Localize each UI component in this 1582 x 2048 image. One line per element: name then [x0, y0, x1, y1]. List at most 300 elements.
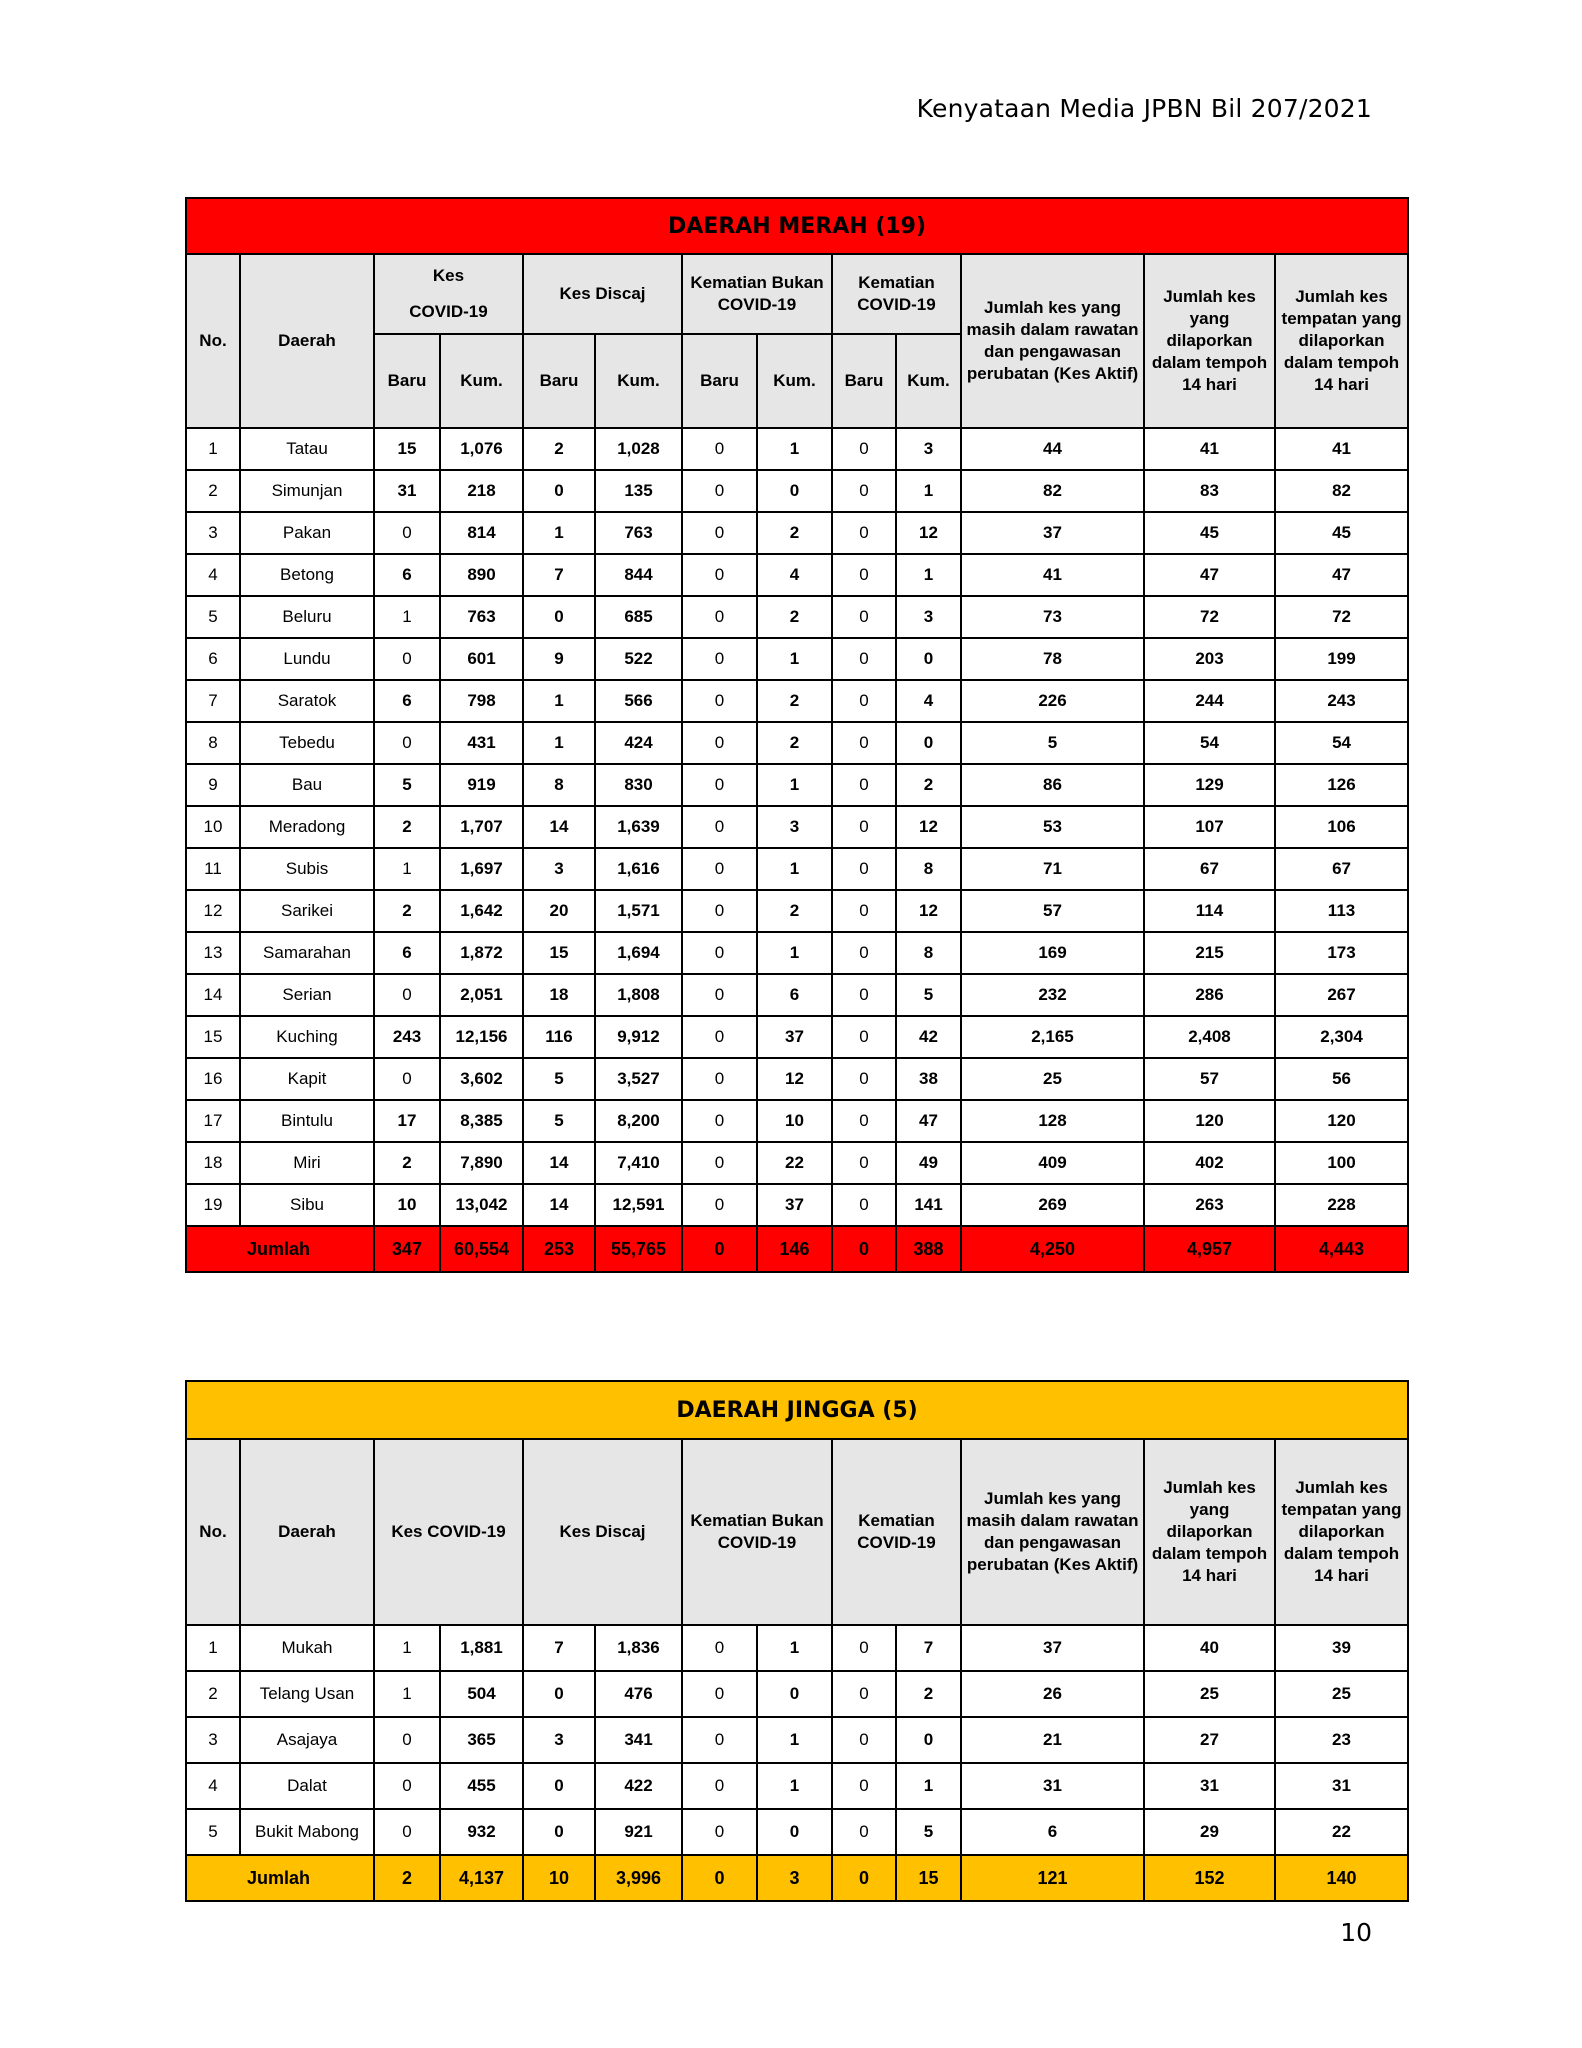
kes-aktif-cell: 6: [961, 1809, 1144, 1855]
row-daerah-cell: Samarahan: [240, 932, 374, 974]
col-kes-covid-bottom: COVID-19: [409, 302, 488, 321]
table-row: [186, 1100, 1408, 1142]
row-no-cell: 17: [186, 1100, 240, 1142]
total-row: [186, 1855, 1408, 1901]
table-row: [186, 848, 1408, 890]
kematian-bukan-kum-cell: 37: [757, 1184, 832, 1226]
kematian-bukan-baru-cell: 0: [682, 1142, 757, 1184]
kematian-covid-baru-cell: 0: [832, 1809, 896, 1855]
row-no-cell: 1: [186, 1625, 240, 1671]
kematian-bukan-kum-cell: 1: [757, 848, 832, 890]
tempatan-14-hari-cell: 113: [1275, 890, 1408, 932]
col-kes-aktif: Jumlah kes yang masih dalam rawatan dan pengawasan perubatan (Kes Aktif): [961, 1439, 1144, 1625]
kematian-covid-kum-cell: 141: [896, 1184, 961, 1226]
table-row: [186, 1625, 1408, 1671]
kematian-bukan-kum-cell: 1: [757, 1717, 832, 1763]
kes-discaj-kum-total: 3,996: [595, 1855, 682, 1901]
row-no-cell: 6: [186, 638, 240, 680]
kes-aktif-cell: 71: [961, 848, 1144, 890]
kes-covid-baru-cell: 0: [374, 722, 440, 764]
kematian-bukan-kum-cell: 2: [757, 512, 832, 554]
kematian-covid-kum-cell: 3: [896, 596, 961, 638]
kematian-bukan-baru-cell: 0: [682, 512, 757, 554]
kes-aktif-cell: 25: [961, 1058, 1144, 1100]
col-kum: Kum.: [896, 334, 961, 428]
kes-covid-baru-cell: 17: [374, 1100, 440, 1142]
kes-aktif-cell: 169: [961, 932, 1144, 974]
lapor-14-hari-cell: 402: [1144, 1142, 1275, 1184]
tempatan-14-hari-cell: 23: [1275, 1717, 1408, 1763]
kes-discaj-baru-cell: 0: [523, 470, 595, 512]
lapor-14-hari-cell: 47: [1144, 554, 1275, 596]
kematian-covid-kum-cell: 1: [896, 470, 961, 512]
lapor-14-hari-cell: 45: [1144, 512, 1275, 554]
kes-discaj-baru-cell: 7: [523, 554, 595, 596]
table-row: [186, 1016, 1408, 1058]
kematian-covid-baru-cell: 0: [832, 974, 896, 1016]
table-row: [186, 722, 1408, 764]
kematian-covid-baru-total: 0: [832, 1226, 896, 1272]
col-kum: Kum.: [595, 334, 682, 428]
kes-covid-baru-cell: 6: [374, 554, 440, 596]
table-row: [186, 806, 1408, 848]
kes-covid-baru-total: 2: [374, 1855, 440, 1901]
kes-covid-kum-cell: 1,881: [440, 1625, 523, 1671]
kes-covid-baru-cell: 15: [374, 428, 440, 470]
kematian-bukan-kum-cell: 37: [757, 1016, 832, 1058]
col-lapor-14-hari: Jumlah kes yang dilaporkan dalam tempoh 14 hari: [1144, 1439, 1275, 1625]
kes-discaj-kum-cell: 1,571: [595, 890, 682, 932]
kes-discaj-kum-cell: 1,616: [595, 848, 682, 890]
kes-discaj-kum-cell: 424: [595, 722, 682, 764]
col-kematian-bukan: Kematian Bukan COVID-19: [682, 1439, 832, 1625]
kes-covid-baru-cell: 1: [374, 1671, 440, 1717]
kematian-bukan-baru-cell: 0: [682, 554, 757, 596]
kes-aktif-cell: 21: [961, 1717, 1144, 1763]
kes-discaj-baru-total: 253: [523, 1226, 595, 1272]
kes-aktif-total: 4,250: [961, 1226, 1144, 1272]
tempatan-14-hari-cell: 41: [1275, 428, 1408, 470]
row-no-cell: 10: [186, 806, 240, 848]
row-daerah-cell: Sarikei: [240, 890, 374, 932]
table-row: [186, 1717, 1408, 1763]
kes-aktif-cell: 73: [961, 596, 1144, 638]
table-row: [186, 974, 1408, 1016]
kes-covid-baru-cell: 6: [374, 680, 440, 722]
kes-discaj-baru-cell: 18: [523, 974, 595, 1016]
tempatan-14-hari-cell: 126: [1275, 764, 1408, 806]
lapor-14-hari-cell: 203: [1144, 638, 1275, 680]
tempatan-14-hari-total: 140: [1275, 1855, 1408, 1901]
kematian-covid-kum-cell: 49: [896, 1142, 961, 1184]
lapor-14-hari-cell: 54: [1144, 722, 1275, 764]
kematian-covid-kum-cell: 42: [896, 1016, 961, 1058]
col-kes-discaj: Kes Discaj: [523, 1439, 682, 1625]
kes-covid-kum-cell: 1,707: [440, 806, 523, 848]
lapor-14-hari-total: 152: [1144, 1855, 1275, 1901]
row-no-cell: 2: [186, 470, 240, 512]
kes-aktif-total: 121: [961, 1855, 1144, 1901]
table-title: DAERAH JINGGA (5): [186, 1381, 1408, 1439]
kes-discaj-baru-cell: 3: [523, 1717, 595, 1763]
col-kes-covid: Kes COVID-19: [374, 1439, 523, 1625]
kematian-covid-baru-cell: 0: [832, 428, 896, 470]
row-no-cell: 2: [186, 1671, 240, 1717]
kematian-bukan-baru-total: 0: [682, 1226, 757, 1272]
row-daerah-cell: Subis: [240, 848, 374, 890]
kematian-bukan-baru-cell: 0: [682, 764, 757, 806]
row-daerah-cell: Betong: [240, 554, 374, 596]
row-no-cell: 15: [186, 1016, 240, 1058]
kematian-covid-baru-cell: 0: [832, 1625, 896, 1671]
kematian-bukan-baru-cell: 0: [682, 470, 757, 512]
row-no-cell: 5: [186, 596, 240, 638]
kes-covid-baru-cell: 1: [374, 596, 440, 638]
kes-covid-kum-cell: 601: [440, 638, 523, 680]
kes-covid-kum-cell: 7,890: [440, 1142, 523, 1184]
lapor-14-hari-cell: 27: [1144, 1717, 1275, 1763]
kematian-covid-baru-cell: 0: [832, 596, 896, 638]
kes-covid-baru-cell: 243: [374, 1016, 440, 1058]
kematian-covid-baru-cell: 0: [832, 1763, 896, 1809]
row-daerah-cell: Asajaya: [240, 1717, 374, 1763]
row-no-cell: 9: [186, 764, 240, 806]
lapor-14-hari-cell: 83: [1144, 470, 1275, 512]
tempatan-14-hari-cell: 47: [1275, 554, 1408, 596]
kes-discaj-baru-cell: 3: [523, 848, 595, 890]
table-row: [186, 1809, 1408, 1855]
kematian-covid-kum-cell: 8: [896, 932, 961, 974]
kes-aktif-cell: 26: [961, 1671, 1144, 1717]
kes-discaj-baru-cell: 0: [523, 596, 595, 638]
kematian-bukan-baru-cell: 0: [682, 1058, 757, 1100]
kes-discaj-baru-cell: 14: [523, 1184, 595, 1226]
kes-discaj-baru-cell: 0: [523, 1809, 595, 1855]
row-daerah-cell: Lundu: [240, 638, 374, 680]
kes-aktif-cell: 86: [961, 764, 1144, 806]
tempatan-14-hari-cell: 100: [1275, 1142, 1408, 1184]
kematian-bukan-kum-cell: 1: [757, 428, 832, 470]
kematian-covid-baru-cell: 0: [832, 470, 896, 512]
kes-aktif-cell: 226: [961, 680, 1144, 722]
tempatan-14-hari-cell: 39: [1275, 1625, 1408, 1671]
row-no-cell: 12: [186, 890, 240, 932]
kes-discaj-kum-cell: 7,410: [595, 1142, 682, 1184]
table-title: DAERAH MERAH (19): [186, 198, 1408, 254]
row-daerah-cell: Kapit: [240, 1058, 374, 1100]
kematian-bukan-kum-cell: 1: [757, 1625, 832, 1671]
row-no-cell: 4: [186, 1763, 240, 1809]
kes-discaj-kum-cell: 1,639: [595, 806, 682, 848]
kes-discaj-baru-cell: 9: [523, 638, 595, 680]
table-row: [186, 428, 1408, 470]
table-row: [186, 1184, 1408, 1226]
kes-covid-kum-cell: 932: [440, 1809, 523, 1855]
kematian-bukan-kum-cell: 2: [757, 680, 832, 722]
col-no: No.: [186, 1439, 240, 1625]
lapor-14-hari-cell: 67: [1144, 848, 1275, 890]
row-daerah-cell: Miri: [240, 1142, 374, 1184]
lapor-14-hari-cell: 107: [1144, 806, 1275, 848]
kematian-covid-kum-cell: 12: [896, 806, 961, 848]
kes-discaj-baru-cell: 116: [523, 1016, 595, 1058]
col-tempatan-14-hari: Jumlah kes tempatan yang dilaporkan dalam tempoh 14 hari: [1275, 1439, 1408, 1625]
page-header: Kenyataan Media JPBN Bil 207/2021: [916, 94, 1372, 123]
row-daerah-cell: Kuching: [240, 1016, 374, 1058]
kes-discaj-kum-cell: 341: [595, 1717, 682, 1763]
kematian-bukan-kum-cell: 6: [757, 974, 832, 1016]
lapor-14-hari-cell: 41: [1144, 428, 1275, 470]
kematian-covid-baru-cell: 0: [832, 512, 896, 554]
kes-aktif-cell: 5: [961, 722, 1144, 764]
kes-discaj-baru-cell: 1: [523, 722, 595, 764]
kematian-bukan-baru-total: 0: [682, 1855, 757, 1901]
kes-discaj-kum-cell: 921: [595, 1809, 682, 1855]
lapor-14-hari-cell: 31: [1144, 1763, 1275, 1809]
kes-aktif-cell: 128: [961, 1100, 1144, 1142]
kes-covid-kum-cell: 1,642: [440, 890, 523, 932]
table-row: [186, 1142, 1408, 1184]
kematian-covid-kum-cell: 0: [896, 1717, 961, 1763]
kes-covid-baru-cell: 2: [374, 1142, 440, 1184]
kes-covid-kum-cell: 1,872: [440, 932, 523, 974]
kes-covid-kum-cell: 3,602: [440, 1058, 523, 1100]
kes-covid-baru-cell: 0: [374, 512, 440, 554]
row-no-cell: 3: [186, 1717, 240, 1763]
kes-discaj-baru-cell: 5: [523, 1100, 595, 1142]
row-daerah-cell: Sibu: [240, 1184, 374, 1226]
tempatan-14-hari-cell: 243: [1275, 680, 1408, 722]
row-no-cell: 7: [186, 680, 240, 722]
kes-aktif-cell: 232: [961, 974, 1144, 1016]
kes-covid-baru-cell: 31: [374, 470, 440, 512]
col-kematian-bukan: Kematian Bukan COVID-19: [682, 254, 832, 334]
row-daerah-cell: Telang Usan: [240, 1671, 374, 1717]
row-daerah-cell: Bau: [240, 764, 374, 806]
col-kes-covid: [374, 254, 523, 334]
kes-covid-baru-cell: 0: [374, 638, 440, 680]
row-daerah-cell: Bintulu: [240, 1100, 374, 1142]
kes-discaj-kum-cell: 1,836: [595, 1625, 682, 1671]
kematian-covid-baru-cell: 0: [832, 680, 896, 722]
kes-covid-kum-cell: 1,697: [440, 848, 523, 890]
kematian-covid-baru-cell: 0: [832, 1142, 896, 1184]
kes-covid-kum-cell: 798: [440, 680, 523, 722]
kes-covid-kum-cell: 455: [440, 1763, 523, 1809]
row-no-cell: 4: [186, 554, 240, 596]
kematian-bukan-kum-cell: 0: [757, 1671, 832, 1717]
kematian-bukan-baru-cell: 0: [682, 680, 757, 722]
tempatan-14-hari-cell: 82: [1275, 470, 1408, 512]
col-kes-covid-top: Kes: [432, 266, 465, 285]
row-no-cell: 1: [186, 428, 240, 470]
kes-discaj-kum-cell: 830: [595, 764, 682, 806]
row-no-cell: 18: [186, 1142, 240, 1184]
kes-discaj-baru-cell: 0: [523, 1671, 595, 1717]
tempatan-14-hari-cell: 56: [1275, 1058, 1408, 1100]
table-row: [186, 1058, 1408, 1100]
lapor-14-hari-total: 4,957: [1144, 1226, 1275, 1272]
kes-discaj-kum-cell: 12,591: [595, 1184, 682, 1226]
kes-aktif-cell: 78: [961, 638, 1144, 680]
kes-discaj-kum-cell: 685: [595, 596, 682, 638]
table-row: [186, 512, 1408, 554]
kematian-covid-kum-cell: 0: [896, 722, 961, 764]
kematian-bukan-baru-cell: 0: [682, 1016, 757, 1058]
tempatan-14-hari-cell: 173: [1275, 932, 1408, 974]
row-daerah-cell: Tebedu: [240, 722, 374, 764]
kes-aktif-cell: 37: [961, 1625, 1144, 1671]
kes-discaj-baru-cell: 8: [523, 764, 595, 806]
kes-covid-kum-cell: 12,156: [440, 1016, 523, 1058]
kematian-bukan-kum-cell: 2: [757, 722, 832, 764]
kes-aktif-cell: 41: [961, 554, 1144, 596]
kes-discaj-baru-cell: 2: [523, 428, 595, 470]
tempatan-14-hari-cell: 54: [1275, 722, 1408, 764]
col-lapor-14-hari: Jumlah kes yang dilaporkan dalam tempoh 14 hari: [1144, 254, 1275, 428]
kes-discaj-kum-cell: 476: [595, 1671, 682, 1717]
daerah-merah-table: [185, 197, 1409, 1273]
daerah-jingga-table: [185, 1380, 1409, 1902]
kes-aktif-cell: 37: [961, 512, 1144, 554]
kematian-covid-kum-cell: 8: [896, 848, 961, 890]
tempatan-14-hari-cell: 45: [1275, 512, 1408, 554]
table-row: [186, 554, 1408, 596]
kes-discaj-baru-cell: 0: [523, 1763, 595, 1809]
kematian-covid-baru-cell: 0: [832, 1016, 896, 1058]
kematian-bukan-baru-cell: 0: [682, 1809, 757, 1855]
tempatan-14-hari-cell: 2,304: [1275, 1016, 1408, 1058]
kematian-bukan-baru-cell: 0: [682, 1100, 757, 1142]
kematian-bukan-baru-cell: 0: [682, 806, 757, 848]
kes-discaj-baru-cell: 1: [523, 680, 595, 722]
kes-covid-kum-cell: 13,042: [440, 1184, 523, 1226]
kes-aktif-cell: 2,165: [961, 1016, 1144, 1058]
col-baru: Baru: [832, 334, 896, 428]
kematian-covid-kum-cell: 12: [896, 512, 961, 554]
tempatan-14-hari-cell: 25: [1275, 1671, 1408, 1717]
kematian-covid-baru-cell: 0: [832, 1058, 896, 1100]
lapor-14-hari-cell: 215: [1144, 932, 1275, 974]
kematian-bukan-baru-cell: 0: [682, 890, 757, 932]
kes-covid-baru-cell: 0: [374, 1809, 440, 1855]
kes-discaj-baru-cell: 1: [523, 512, 595, 554]
tempatan-14-hari-cell: 120: [1275, 1100, 1408, 1142]
kes-covid-kum-cell: 2,051: [440, 974, 523, 1016]
col-kematian-covid: Kematian COVID-19: [832, 1439, 961, 1625]
tempatan-14-hari-cell: 106: [1275, 806, 1408, 848]
kes-discaj-kum-cell: 8,200: [595, 1100, 682, 1142]
col-kum: Kum.: [440, 334, 523, 428]
row-daerah-cell: Dalat: [240, 1763, 374, 1809]
kes-discaj-kum-cell: 522: [595, 638, 682, 680]
kematian-bukan-baru-cell: 0: [682, 1671, 757, 1717]
kes-discaj-kum-cell: 1,808: [595, 974, 682, 1016]
kematian-bukan-baru-cell: 0: [682, 1717, 757, 1763]
col-baru: Baru: [374, 334, 440, 428]
total-label: Jumlah: [186, 1226, 374, 1272]
kes-discaj-baru-cell: 14: [523, 1142, 595, 1184]
kematian-bukan-kum-cell: 0: [757, 470, 832, 512]
col-no: No.: [186, 254, 240, 428]
tempatan-14-hari-cell: 267: [1275, 974, 1408, 1016]
kes-covid-kum-cell: 890: [440, 554, 523, 596]
kematian-bukan-kum-cell: 3: [757, 806, 832, 848]
lapor-14-hari-cell: 286: [1144, 974, 1275, 1016]
table-row: [186, 1763, 1408, 1809]
total-label: Jumlah: [186, 1855, 374, 1901]
kematian-covid-kum-cell: 47: [896, 1100, 961, 1142]
tempatan-14-hari-cell: 72: [1275, 596, 1408, 638]
kes-covid-kum-cell: 365: [440, 1717, 523, 1763]
kes-discaj-kum-cell: 566: [595, 680, 682, 722]
kematian-covid-kum-cell: 5: [896, 1809, 961, 1855]
kes-discaj-kum-cell: 9,912: [595, 1016, 682, 1058]
col-daerah: Daerah: [240, 1439, 374, 1625]
kes-discaj-baru-cell: 20: [523, 890, 595, 932]
table-row: [186, 470, 1408, 512]
kematian-bukan-baru-cell: 0: [682, 974, 757, 1016]
col-tempatan-14-hari: Jumlah kes tempatan yang dilaporkan dalam tempoh 14 hari: [1275, 254, 1408, 428]
kematian-bukan-kum-cell: 4: [757, 554, 832, 596]
row-daerah-cell: Tatau: [240, 428, 374, 470]
lapor-14-hari-cell: 29: [1144, 1809, 1275, 1855]
lapor-14-hari-cell: 25: [1144, 1671, 1275, 1717]
kematian-bukan-kum-total: 146: [757, 1226, 832, 1272]
kematian-bukan-baru-cell: 0: [682, 1184, 757, 1226]
kematian-covid-baru-cell: 0: [832, 1671, 896, 1717]
kematian-covid-baru-cell: 0: [832, 1100, 896, 1142]
kematian-bukan-kum-cell: 10: [757, 1100, 832, 1142]
kes-discaj-kum-cell: 1,694: [595, 932, 682, 974]
kes-discaj-kum-cell: 3,527: [595, 1058, 682, 1100]
kematian-covid-baru-cell: 0: [832, 848, 896, 890]
lapor-14-hari-cell: 57: [1144, 1058, 1275, 1100]
row-no-cell: 19: [186, 1184, 240, 1226]
table-row: [186, 1671, 1408, 1717]
row-no-cell: 14: [186, 974, 240, 1016]
kematian-covid-baru-cell: 0: [832, 1717, 896, 1763]
lapor-14-hari-cell: 244: [1144, 680, 1275, 722]
kes-covid-baru-cell: 0: [374, 1717, 440, 1763]
kematian-covid-baru-cell: 0: [832, 638, 896, 680]
kematian-covid-baru-total: 0: [832, 1855, 896, 1901]
kematian-bukan-kum-cell: 1: [757, 764, 832, 806]
lapor-14-hari-cell: 263: [1144, 1184, 1275, 1226]
row-no-cell: 5: [186, 1809, 240, 1855]
row-daerah-cell: Simunjan: [240, 470, 374, 512]
kes-discaj-kum-total: 55,765: [595, 1226, 682, 1272]
row-daerah-cell: Serian: [240, 974, 374, 1016]
kes-covid-kum-cell: 763: [440, 596, 523, 638]
kematian-bukan-kum-cell: 1: [757, 1763, 832, 1809]
lapor-14-hari-cell: 40: [1144, 1625, 1275, 1671]
kematian-bukan-kum-cell: 2: [757, 890, 832, 932]
kes-covid-baru-cell: 6: [374, 932, 440, 974]
kes-discaj-kum-cell: 844: [595, 554, 682, 596]
kematian-bukan-kum-total: 3: [757, 1855, 832, 1901]
tempatan-14-hari-cell: 67: [1275, 848, 1408, 890]
kematian-bukan-baru-cell: 0: [682, 596, 757, 638]
kes-discaj-kum-cell: 135: [595, 470, 682, 512]
row-daerah-cell: Mukah: [240, 1625, 374, 1671]
row-no-cell: 3: [186, 512, 240, 554]
kematian-covid-baru-cell: 0: [832, 764, 896, 806]
kematian-bukan-baru-cell: 0: [682, 1625, 757, 1671]
kematian-covid-kum-cell: 7: [896, 1625, 961, 1671]
row-daerah-cell: Beluru: [240, 596, 374, 638]
kematian-covid-kum-cell: 2: [896, 1671, 961, 1717]
